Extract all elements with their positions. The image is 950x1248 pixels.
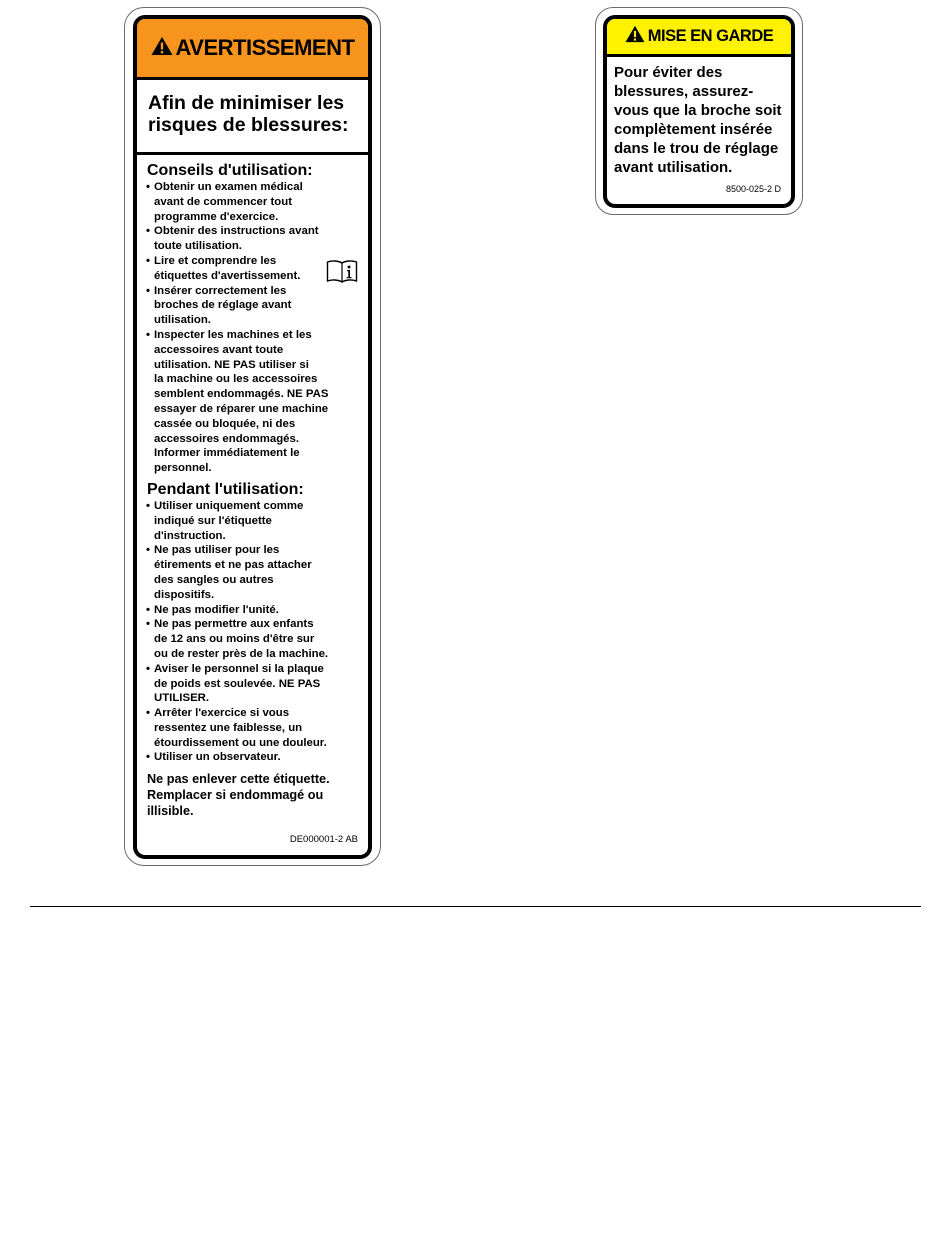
usage-tips-list <box>147 180 362 476</box>
footer-line: Remplacer si endommagé ou <box>147 788 324 803</box>
item-line: la machine ou les accessoires <box>154 373 318 386</box>
warning-label-frame <box>133 15 372 859</box>
item-line: des sangles ou autres <box>154 573 274 586</box>
item-line: semblent endommagés. NE PAS <box>154 388 329 401</box>
item-line: ou de rester près de la machine. <box>154 647 329 660</box>
list-item <box>147 224 362 254</box>
item-line: étiquettes d'avertissement. <box>154 269 301 282</box>
list-item <box>147 603 362 618</box>
caution-line: Pour éviter des <box>614 64 723 81</box>
list-item <box>147 499 362 543</box>
item-line: accessoires endommagés. <box>154 432 299 445</box>
label-code: 8500-025-2 D <box>725 184 781 194</box>
item-line: d'instruction. <box>154 529 226 542</box>
item-line: • Obtenir des instructions avant <box>154 225 319 238</box>
list-item <box>147 543 362 602</box>
item-line: Informer immédiatement le <box>154 447 300 460</box>
list-item <box>147 180 362 224</box>
item-line: • Insérer correctement les <box>154 284 287 297</box>
footer-line: illisible. <box>147 804 194 819</box>
caution-line: dans le trou de réglage <box>614 140 779 157</box>
page-divider <box>30 906 921 907</box>
item-line: toute utilisation. <box>154 240 242 253</box>
item-line: • Obtenir un examen médical <box>154 181 303 193</box>
item-line: personnel. <box>154 462 212 475</box>
label-footer-note <box>147 771 362 819</box>
item-line: de 12 ans ou moins d'être sur <box>154 633 315 646</box>
caution-line: avant utilisation. <box>614 159 733 176</box>
item-line: cassée ou bloquée, ni des <box>154 417 296 430</box>
item-line: • Ne pas permettre aux enfants <box>154 618 314 631</box>
list-item <box>147 617 362 661</box>
item-line: • Utiliser un observateur. <box>154 751 281 764</box>
item-line: utilisation. <box>154 314 211 327</box>
item-line: ressentez une faiblesse, un <box>154 721 303 734</box>
caution-line: vous que la broche soit <box>614 102 782 119</box>
list-item <box>147 254 362 284</box>
warning-signal-word: AVERTISSEMENT <box>175 35 355 60</box>
caution-label-frame <box>603 15 795 208</box>
item-line: étirements et ne pas attacher <box>154 559 312 572</box>
item-line: essayer de réparer une machine <box>154 402 329 415</box>
list-item <box>147 750 362 765</box>
headline-line: Afin de minimiser les <box>148 92 345 114</box>
caution-line: complètement insérée <box>614 121 773 138</box>
label-code: DE000001-2 AB <box>289 834 358 845</box>
item-line: • Aviser le personnel si la plaque <box>154 662 324 675</box>
item-line: UTILISER. <box>154 692 210 705</box>
alert-triangle-icon <box>625 25 645 48</box>
caution-label <box>595 7 803 215</box>
during-use-list <box>147 499 362 765</box>
item-line: • Ne pas modifier l'unité. <box>154 603 279 616</box>
item-line: • Lire et comprendre les <box>154 254 277 267</box>
caution-line: blessures, assurez- <box>614 83 754 100</box>
item-line: étourdissement ou une douleur. <box>154 736 327 749</box>
caution-signal-band <box>607 19 791 57</box>
item-line: de poids est soulevée. NE PAS <box>154 677 321 690</box>
caution-body <box>607 57 791 177</box>
item-line: • Inspecter les machines et les <box>154 328 312 341</box>
section-title: Conseils d'utilisation: <box>147 162 313 179</box>
warning-headline <box>137 80 368 155</box>
warning-label <box>124 7 381 866</box>
item-line: accessoires avant toute <box>154 343 284 356</box>
item-line: indiqué sur l'étiquette <box>154 514 272 527</box>
list-item <box>147 662 362 706</box>
headline-line: risques de blessures: <box>148 114 349 136</box>
list-item <box>147 284 362 328</box>
warning-body <box>137 155 368 819</box>
item-line: dispositifs. <box>154 588 215 601</box>
warning-signal-band <box>137 19 368 80</box>
section-title: Pendant l'utilisation: <box>147 480 304 498</box>
caution-signal-word: MISE EN GARDE <box>647 27 774 45</box>
alert-triangle-icon <box>151 36 173 61</box>
list-item <box>147 706 362 750</box>
item-line: programme d'exercice. <box>154 210 279 223</box>
item-line: avant de commencer tout <box>154 195 292 208</box>
item-line: • Utiliser uniquement comme <box>154 499 304 512</box>
item-line: utilisation. NE PAS utiliser si <box>154 358 309 371</box>
item-line: broches de réglage avant <box>154 299 292 312</box>
list-item <box>147 328 362 476</box>
item-line: • Ne pas utiliser pour les <box>154 544 280 557</box>
item-line: • Arrêter l'exercice si vous <box>154 707 290 720</box>
footer-line: Ne pas enlever cette étiquette. <box>147 772 330 787</box>
